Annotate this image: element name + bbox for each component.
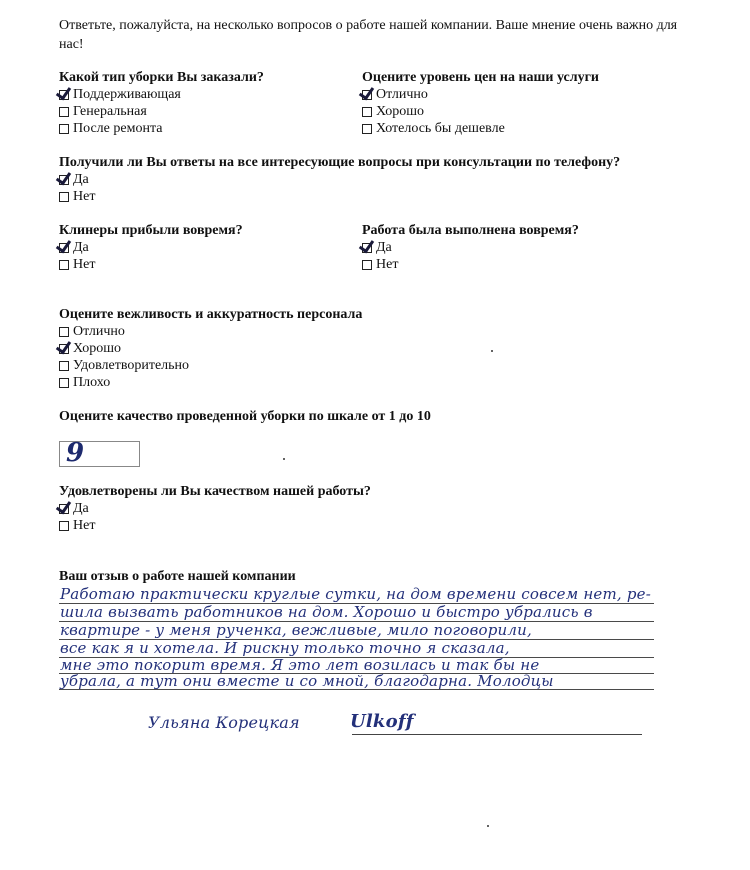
option-label: После ремонта bbox=[73, 121, 163, 136]
checkbox-icon[interactable] bbox=[59, 243, 69, 253]
checkbox-icon[interactable] bbox=[59, 521, 69, 531]
option-satisfied-no[interactable] bbox=[59, 517, 95, 534]
signature-mark: Ulkoff bbox=[350, 711, 414, 732]
option-ontime-no[interactable] bbox=[362, 256, 398, 273]
option-label: Да bbox=[73, 240, 89, 255]
question-price: Оцените уровень цен на наши услуги bbox=[362, 70, 600, 85]
checkbox-icon[interactable] bbox=[362, 260, 372, 270]
option-label: Поддерживающая bbox=[73, 87, 181, 102]
score-value: 9 bbox=[66, 438, 85, 468]
checkbox-icon[interactable] bbox=[59, 107, 69, 117]
option-label: Хотелось бы дешевле bbox=[376, 121, 505, 136]
question-cleaning-type: Какой тип уборки Вы заказали? bbox=[59, 70, 264, 85]
option-label: Нет bbox=[73, 189, 96, 204]
option-label: Хорошо bbox=[376, 104, 425, 119]
checkbox-icon[interactable] bbox=[59, 260, 69, 270]
checkbox-icon[interactable] bbox=[59, 378, 69, 388]
checkbox-icon[interactable] bbox=[59, 124, 69, 134]
review-line: Работаю практически круглые сутки, на дом времени совсем нет, ре- bbox=[60, 585, 652, 603]
checkbox-icon[interactable] bbox=[59, 90, 69, 100]
option-price-cheaper[interactable] bbox=[362, 120, 505, 137]
question-on-time: Работа была выполнена вовремя? bbox=[362, 223, 579, 238]
option-label: Да bbox=[73, 172, 89, 187]
checkbox-icon[interactable] bbox=[362, 243, 372, 253]
option-label: Отлично bbox=[376, 87, 428, 102]
review-line: убрала, а тут они вместе и со мной, благодарна. Молодцы bbox=[60, 672, 554, 690]
question-phone-consultation: Получили ли Вы ответы на все интересующие вопросы при консультации по телефону? bbox=[59, 155, 621, 170]
checkbox-icon[interactable] bbox=[59, 504, 69, 514]
option-polite-excellent[interactable] bbox=[59, 323, 125, 340]
option-general[interactable] bbox=[59, 103, 147, 120]
signature-line bbox=[352, 734, 642, 735]
option-ontime-yes[interactable] bbox=[362, 239, 392, 256]
option-polite-satisfactory[interactable] bbox=[59, 357, 189, 374]
checkbox-icon[interactable] bbox=[362, 124, 372, 134]
option-after-renovation[interactable] bbox=[59, 120, 162, 137]
option-label: Нет bbox=[73, 257, 96, 272]
option-label: Да bbox=[376, 240, 392, 255]
option-phone-no[interactable] bbox=[59, 188, 95, 205]
option-polite-good[interactable] bbox=[59, 340, 121, 357]
review-line: все как я и хотела. И рискну только точно я сказала, bbox=[60, 639, 510, 657]
question-arrival: Клинеры прибыли вовремя? bbox=[59, 223, 243, 238]
option-satisfied-yes[interactable] bbox=[59, 500, 89, 517]
checkbox-icon[interactable] bbox=[59, 175, 69, 185]
option-price-good[interactable] bbox=[362, 103, 424, 120]
intro-text: Ответьте, пожалуйста, на несколько вопросов о работе нашей компании. Ваше мнение очень важно для нас! bbox=[59, 18, 678, 52]
option-label: Нет bbox=[376, 257, 399, 272]
review-line: квартире - у меня рученка, вежливые, мило поговорили, bbox=[60, 621, 532, 639]
option-price-excellent[interactable] bbox=[362, 86, 428, 103]
review-line: шила вызвать работников на дом. Хорошо и быстро убрались в bbox=[60, 603, 593, 621]
review-title: Ваш отзыв о работе нашей компании bbox=[59, 569, 296, 584]
checkbox-icon[interactable] bbox=[59, 192, 69, 202]
checkbox-icon[interactable] bbox=[362, 90, 372, 100]
option-label: Удовлетворительно bbox=[73, 358, 190, 373]
option-label: Плохо bbox=[73, 375, 111, 390]
option-phone-yes[interactable] bbox=[59, 171, 89, 188]
question-politeness: Оцените вежливость и аккуратность персонала bbox=[59, 307, 363, 322]
checkbox-icon[interactable] bbox=[59, 344, 69, 354]
checkbox-icon[interactable] bbox=[362, 107, 372, 117]
signature-name: Ульяна Корецкая bbox=[148, 713, 300, 732]
question-quality-score: Оцените качество проведенной уборки по шкале от 1 до 10 bbox=[59, 409, 431, 424]
option-label: Отлично bbox=[73, 324, 125, 339]
option-label: Генеральная bbox=[73, 104, 147, 119]
option-label: Хорошо bbox=[73, 341, 122, 356]
review-line: мне это покорит время. Я это лет возилась и так бы не bbox=[60, 656, 540, 674]
option-polite-bad[interactable] bbox=[59, 374, 110, 391]
checkbox-icon[interactable] bbox=[59, 327, 69, 337]
option-arrival-no[interactable] bbox=[59, 256, 95, 273]
question-satisfaction: Удовлетворены ли Вы качеством нашей работы? bbox=[59, 484, 371, 499]
option-label: Да bbox=[73, 501, 89, 516]
option-label: Нет bbox=[73, 518, 96, 533]
option-maintenance[interactable] bbox=[59, 86, 181, 103]
option-arrival-yes[interactable] bbox=[59, 239, 89, 256]
checkbox-icon[interactable] bbox=[59, 361, 69, 371]
